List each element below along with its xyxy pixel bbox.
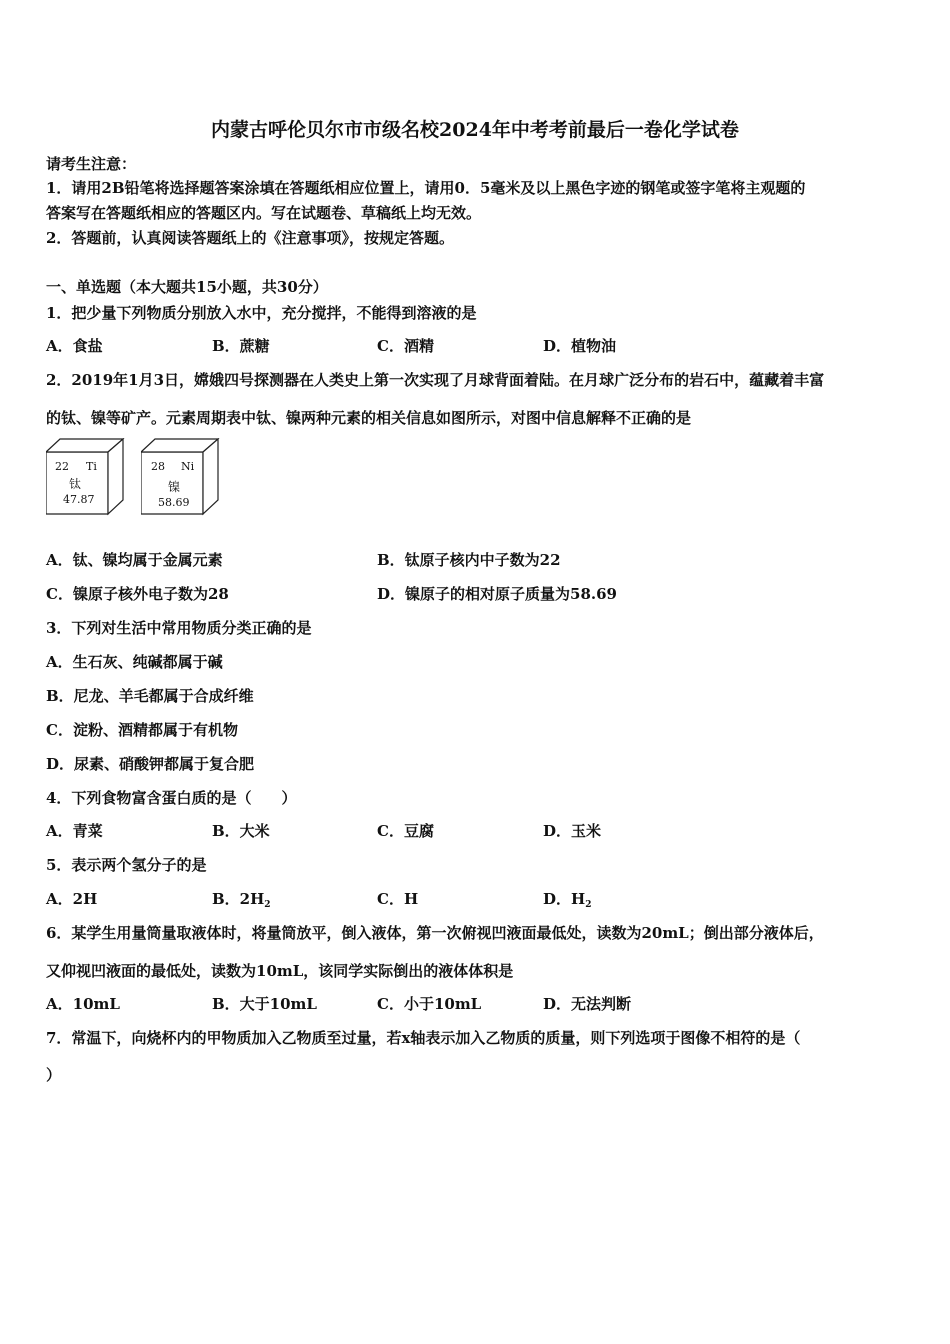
q5-option-d-main: D．H bbox=[543, 890, 586, 908]
q2-option-c: C．镍原子核外电子数为28 bbox=[46, 585, 229, 603]
ni-atomic-number: 28 bbox=[151, 460, 165, 473]
q3-stem: 3．下列对生活中常用物质分类正确的是 bbox=[46, 619, 312, 637]
q4-option-a: A．青菜 bbox=[46, 822, 103, 840]
page-title: 内蒙古呼伦贝尔市市级名校2024年中考考前最后一卷化学试卷 bbox=[211, 119, 739, 141]
notice-heading: 请考生注意： bbox=[46, 155, 137, 173]
notice-line-1: 1．请用2B铅笔将选择题答案涂填在答题纸相应位置上，请用0．5毫米及以上黑色字迹的钢笔或签字笔将主观题的 bbox=[46, 179, 806, 197]
q5-option-b bbox=[212, 888, 271, 909]
q4-option-b: B．大米 bbox=[212, 822, 270, 840]
q6-stem-2: 又仰视凹液面的最低处，读数为10mL，该同学实际倒出的液体体积是 bbox=[46, 962, 514, 980]
q3-option-d: D．尿素、硝酸钾都属于复合肥 bbox=[46, 755, 255, 773]
q1-stem: 1．把少量下列物质分别放入水中，充分搅拌，不能得到溶液的是 bbox=[46, 304, 477, 322]
ni-atomic-mass: 58.69 bbox=[158, 496, 190, 509]
ni-name: 镍 bbox=[168, 480, 181, 494]
q6-option-d: D．无法判断 bbox=[543, 995, 632, 1013]
q6-option-a: A．10mL bbox=[46, 995, 120, 1013]
q5-option-d-subscript: 2 bbox=[585, 900, 592, 910]
q3-option-a: A．生石灰、纯碱都属于碱 bbox=[46, 653, 223, 671]
q6-option-c: C．小于10mL bbox=[377, 995, 482, 1013]
q4-option-d: D．玉米 bbox=[543, 822, 602, 840]
q2-stem-1: 2．2019年1月3日，嫦娥四号探测器在人类史上第一次实现了月球背面着陆。在月球广泛分布的岩石中，蕴藏着丰富 bbox=[46, 371, 825, 389]
q5-option-c: C．H bbox=[377, 890, 419, 908]
q5-option-a: A．2H bbox=[46, 890, 98, 908]
q2-option-a: A．钛、镍均属于金属元素 bbox=[46, 551, 223, 569]
q2-option-b: B．钛原子核内中子数为22 bbox=[377, 551, 561, 569]
q7-stem-2: ） bbox=[46, 1066, 62, 1084]
q1-option-c: C．酒精 bbox=[377, 337, 434, 355]
ti-name: 钛 bbox=[69, 477, 82, 491]
q5-option-b-main: B．2H bbox=[212, 890, 265, 908]
q6-stem-1: 6．某学生用量筒量取液体时，将量筒放平，倒入液体，第一次俯视凹液面最低处，读数为20mL；倒出部分液体后， bbox=[46, 924, 824, 942]
q4-stem: 4．下列食物富含蛋白质的是（ ） bbox=[46, 789, 297, 807]
titanium-element-box bbox=[46, 438, 126, 516]
q1-option-a: A．食盐 bbox=[46, 337, 103, 355]
q1-option-b: B．蔗糖 bbox=[212, 337, 270, 355]
q3-option-c: C．淀粉、酒精都属于有机物 bbox=[46, 721, 238, 739]
q2-option-d: D．镍原子的相对原子质量为58.69 bbox=[377, 585, 617, 603]
q5-option-d bbox=[543, 888, 591, 909]
q1-option-d: D．植物油 bbox=[543, 337, 617, 355]
q7-stem-1: 7．常温下，向烧杯内的甲物质加入乙物质至过量，若x轴表示加入乙物质的质量，则下列选项于图像不相符的是（ bbox=[46, 1029, 801, 1047]
q6-option-b: B．大于10mL bbox=[212, 995, 317, 1013]
q5-stem: 5．表示两个氢分子的是 bbox=[46, 856, 207, 874]
ti-symbol: Ti bbox=[86, 460, 97, 473]
notice-line-3: 2．答题前，认真阅读答题纸上的《注意事项》，按规定答题。 bbox=[46, 229, 454, 247]
q5-option-b-subscript: 2 bbox=[264, 900, 271, 910]
ti-atomic-mass: 47.87 bbox=[63, 493, 95, 506]
q2-stem-2: 的钛、镍等矿产。元素周期表中钛、镍两种元素的相关信息如图所示，对图中信息解释不正确的是 bbox=[46, 409, 692, 427]
q3-option-b: B．尼龙、羊毛都属于合成纤维 bbox=[46, 687, 254, 705]
section-heading: 一、单选题（本大题共15小题，共30分） bbox=[46, 278, 328, 296]
ni-symbol: Ni bbox=[181, 460, 195, 473]
ti-atomic-number: 22 bbox=[55, 460, 69, 473]
nickel-element-box bbox=[141, 438, 221, 516]
q4-option-c: C．豆腐 bbox=[377, 822, 434, 840]
notice-line-2: 答案写在答题纸相应的答题区内。写在试题卷、草稿纸上均无效。 bbox=[46, 204, 482, 222]
